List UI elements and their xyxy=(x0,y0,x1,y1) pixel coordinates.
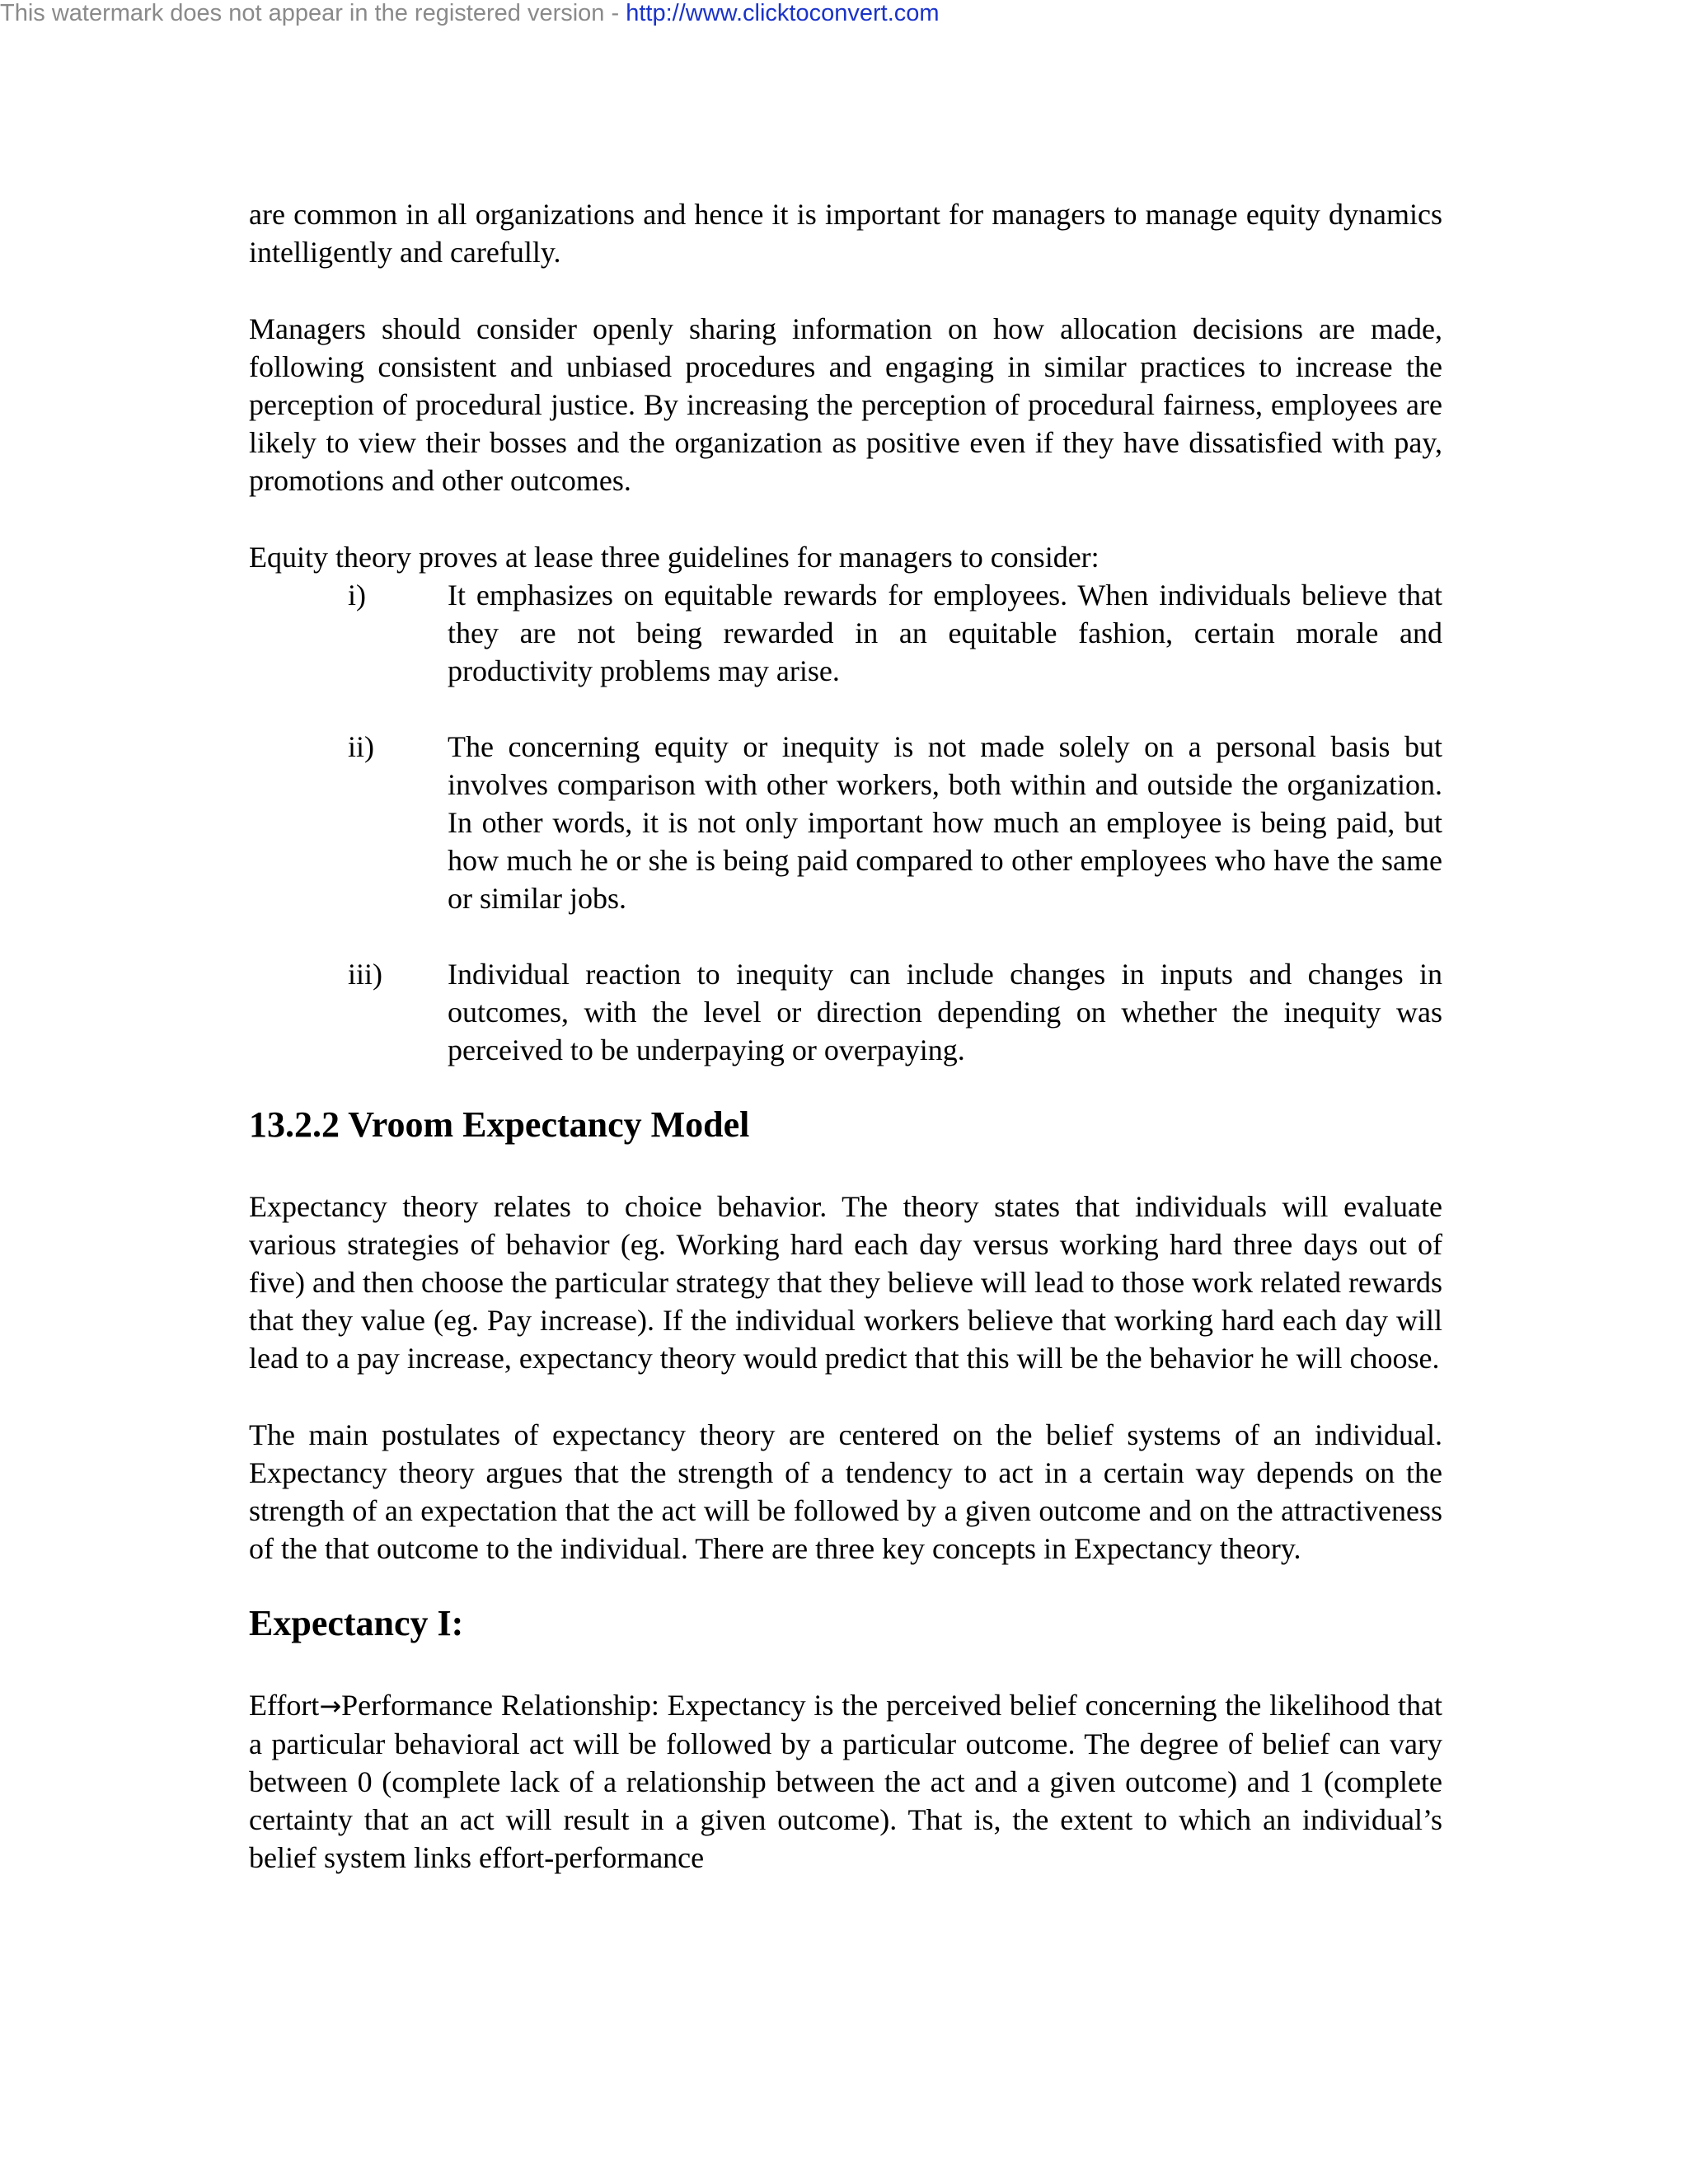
guidelines-list xyxy=(249,576,1442,1069)
list-item xyxy=(249,576,1442,690)
paragraph-equity-dynamics: are common in all organizations and hence it is important for managers to manage equity dynamics intelligently and carefully. xyxy=(249,198,1442,269)
watermark-banner xyxy=(0,0,940,27)
paragraph-main-postulates: The main postulates of expectancy theory are centered on the belief systems of an individual. Expectancy theory argues that the strength of a tendency to act in a certain way depends on the strength of an expectation that the act will be followed by a given outcome and on the attractiveness of the that outcome to the individual. There are three key concepts in Expectancy theory. xyxy=(249,1418,1442,1565)
list-item-text: It emphasizes on equitable rewards for employees. When individuals believe that they are not being rewarded in an equitable fashion, certain morale and productivity problems may arise. xyxy=(448,579,1442,687)
paragraph-effort-performance xyxy=(249,1686,1442,1877)
list-item xyxy=(249,728,1442,917)
list-item-text: The concerning equity or inequity is not made solely on a personal basis but involves comparison with other workers, both within and outside the organization. In other words, it is not only important how much an employee is being paid, but how much he or she is being paid compared to other employees who have the same or similar jobs. xyxy=(448,730,1442,915)
watermark-link[interactable]: http://www.clicktoconvert.com xyxy=(626,0,940,26)
arrow-right-icon: → xyxy=(319,1690,342,1722)
section-heading-expectancy: Expectancy I: xyxy=(249,1603,464,1643)
document-page xyxy=(249,195,1442,1877)
list-item xyxy=(249,955,1442,1069)
effort-performance-text: Performance Relationship: Expectancy is the perceived belief concerning the likelihood that a particular behavioral act will be followed by a particular outcome. The degree of belief can vary between 0 (complete lack of a relationship between the act and a given outcome) and 1 (complete certainty that an act will result in a given outcome). That is, the extent to which an individual’s belief system links effort-performance xyxy=(249,1689,1442,1874)
paragraph-choice-behavior: Expectancy theory relates to choice behavior. The theory states that individuals will evaluate various strategies of behavior (eg. Working hard each day versus working hard three days out of five) and then choose the particular strategy that they believe will lead to those work related rewards that they value (eg. Pay increase). If the individual workers believe that working hard each day will lead to a pay increase, expectancy theory would predict that this will be the behavior he will choose. xyxy=(249,1190,1442,1375)
paragraph-procedural-justice: Managers should consider openly sharing information on how allocation decisions are made, following consistent and unbiased procedures and engaging in similar practices to increase the perception of procedural justice. By increasing the perception of procedural fairness, employees are likely to view their bosses and the organization as positive even if they have dissatisfied with pay, promotions and other outcomes. xyxy=(249,312,1442,497)
list-marker: ii) xyxy=(348,730,374,763)
paragraph-guidelines-intro: Equity theory proves at lease three guidelines for managers to consider: xyxy=(249,541,1100,574)
effort-label: Effort xyxy=(249,1689,320,1722)
list-item-text: Individual reaction to inequity can include changes in inputs and changes in outcomes, with the level or direction depending on whether the inequity was perceived to be underpaying or overpaying. xyxy=(448,958,1442,1066)
watermark-text: This watermark does not appear in the registered version - xyxy=(0,0,626,26)
list-marker: i) xyxy=(348,579,366,612)
section-heading-vroom: 13.2.2 Vroom Expectancy Model xyxy=(249,1104,750,1145)
list-marker: iii) xyxy=(348,958,382,991)
